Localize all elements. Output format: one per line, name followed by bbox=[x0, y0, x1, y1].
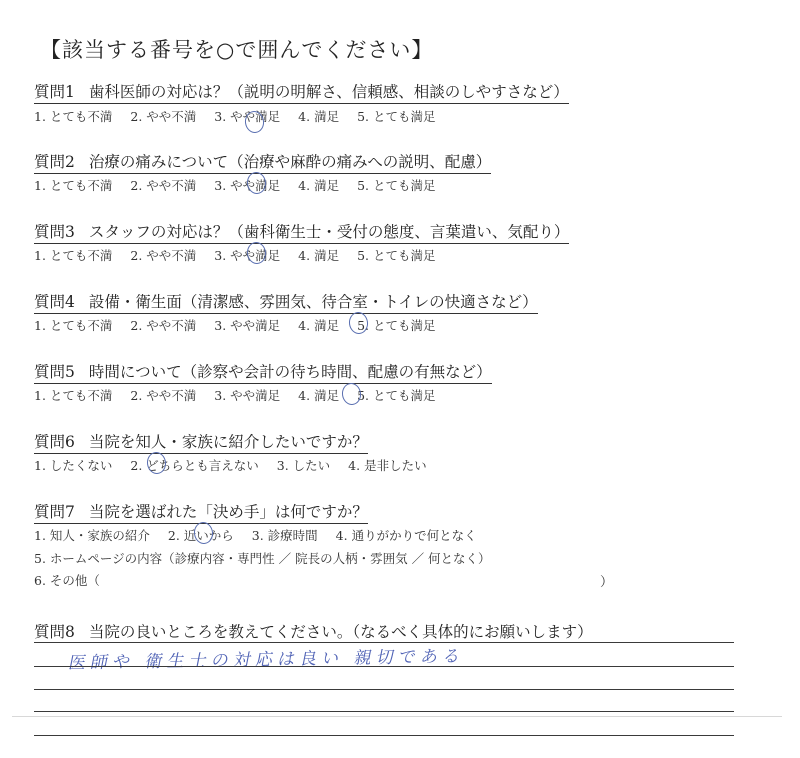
question-7-option-6[interactable]: 6. その他（ bbox=[34, 573, 100, 588]
question-8-number: 質問8 bbox=[34, 623, 75, 641]
page-title: 【該当する番号を○で囲んでください】 bbox=[40, 38, 434, 62]
question-3-title bbox=[34, 220, 569, 244]
option-2[interactable]: 2. やや不満 bbox=[130, 248, 197, 263]
option-5[interactable]: 5. とても満足 bbox=[357, 178, 436, 193]
question-7-option-5[interactable]: 5. ホームページの内容（診療内容・専門性 ／ 院長の人柄・雰囲気 ／ 何となく） bbox=[34, 551, 491, 566]
option-3[interactable]: 3. したい bbox=[276, 458, 331, 473]
question-7 bbox=[34, 500, 368, 524]
option-3[interactable]: 3. やや満足 bbox=[214, 178, 281, 193]
question-2-text: 治療の痛みについて（治療や麻酔の痛みへの説明、配慮） bbox=[88, 153, 492, 171]
option-1[interactable]: 1. とても不満 bbox=[34, 318, 113, 333]
question-5 bbox=[34, 360, 492, 384]
option-1[interactable]: 1. とても不満 bbox=[34, 109, 113, 124]
option-4[interactable]: 4. 満足 bbox=[298, 388, 340, 403]
writing-line bbox=[34, 711, 734, 712]
question-7-number: 質問7 bbox=[34, 503, 75, 521]
question-3-number: 質問3 bbox=[34, 223, 75, 241]
question-6-options bbox=[34, 456, 441, 474]
question-7-options bbox=[34, 526, 491, 544]
question-5-number: 質問5 bbox=[34, 363, 75, 381]
option-2[interactable]: 2. やや不満 bbox=[130, 109, 197, 124]
option-5[interactable]: 5. とても満足 bbox=[357, 248, 436, 263]
option-1[interactable]: 1. 知人・家族の紹介 bbox=[34, 528, 150, 543]
option-1[interactable]: 1. とても不満 bbox=[34, 388, 113, 403]
option-3[interactable]: 3. やや満足 bbox=[214, 388, 281, 403]
writing-line bbox=[34, 666, 734, 667]
option-5[interactable]: 5. とても満足 bbox=[357, 109, 436, 124]
option-3[interactable]: 3. 診療時間 bbox=[251, 528, 318, 543]
option-4[interactable]: 4. 満足 bbox=[298, 248, 340, 263]
question-3-options bbox=[34, 246, 449, 264]
question-4 bbox=[34, 290, 538, 314]
question-5-title bbox=[34, 360, 492, 384]
option-3[interactable]: 3. やや満足 bbox=[214, 248, 281, 263]
question-4-title bbox=[34, 290, 538, 314]
option-4[interactable]: 4. 是非したい bbox=[348, 458, 427, 473]
question-1-title bbox=[34, 80, 569, 104]
question-7-title bbox=[34, 500, 368, 524]
question-8 bbox=[34, 620, 593, 642]
question-4-text: 設備・衛生面（清潔感、雰囲気、待合室・トイレの快適さなど） bbox=[88, 293, 538, 311]
scan-edge bbox=[12, 716, 782, 717]
question-5-options bbox=[34, 386, 449, 404]
option-5[interactable]: 5. とても満足 bbox=[357, 318, 436, 333]
question-7-option-6-close: ） bbox=[600, 575, 614, 590]
question-8-text: 当院の良いところを教えてください。（なるべく具体的にお願いします） bbox=[88, 623, 593, 641]
question-1-options bbox=[34, 107, 449, 125]
question-2-options bbox=[34, 176, 449, 194]
option-3[interactable]: 3. やや満足 bbox=[214, 318, 281, 333]
option-2[interactable]: 2. やや不満 bbox=[130, 178, 197, 193]
question-1-text: 歯科医師の対応は？（説明の明解さ、信頼感、相談のしやすさなど） bbox=[88, 83, 569, 101]
option-2[interactable]: 2. 近いから bbox=[167, 528, 234, 543]
option-1[interactable]: 1. とても不満 bbox=[34, 178, 113, 193]
option-4[interactable]: 4. 満足 bbox=[298, 178, 340, 193]
option-1[interactable]: 1. したくない bbox=[34, 458, 113, 473]
handwritten-answer[interactable]: 医師や 衛生士の対応は良い 親切である bbox=[66, 646, 467, 674]
question-6-number: 質問6 bbox=[34, 433, 75, 451]
option-1[interactable]: 1. とても不満 bbox=[34, 248, 113, 263]
question-7-text: 当院を選ばれた「決め手」は何ですか？ bbox=[88, 503, 368, 521]
question-2-number: 質問2 bbox=[34, 153, 75, 171]
option-3[interactable]: 3. やや満足 bbox=[214, 109, 281, 124]
question-3 bbox=[34, 220, 569, 244]
option-2[interactable]: 2. どちらとも言えない bbox=[130, 458, 259, 473]
option-4[interactable]: 4. 満足 bbox=[298, 109, 340, 124]
question-5-text: 時間について（診察や会計の待ち時間、配慮の有無など） bbox=[88, 363, 492, 381]
question-1-number: 質問1 bbox=[34, 83, 75, 101]
question-6 bbox=[34, 430, 368, 454]
question-4-options bbox=[34, 316, 449, 334]
question-1 bbox=[34, 80, 569, 104]
question-2 bbox=[34, 150, 491, 174]
option-2[interactable]: 2. やや不満 bbox=[130, 318, 197, 333]
option-5[interactable]: 5. とても満足 bbox=[357, 388, 436, 403]
writing-line bbox=[34, 689, 734, 690]
question-6-title bbox=[34, 430, 368, 454]
writing-line bbox=[34, 735, 734, 736]
option-2[interactable]: 2. やや不満 bbox=[130, 388, 197, 403]
question-3-text: スタッフの対応は？（歯科衛生士・受付の態度、言葉遣い、気配り） bbox=[88, 223, 570, 241]
question-2-title bbox=[34, 150, 491, 174]
option-4[interactable]: 4. 満足 bbox=[298, 318, 340, 333]
question-6-text: 当院を知人・家族に紹介したいですか？ bbox=[88, 433, 368, 451]
option-4[interactable]: 4. 通りがかりで何となく bbox=[335, 528, 477, 543]
question-4-number: 質問4 bbox=[34, 293, 75, 311]
